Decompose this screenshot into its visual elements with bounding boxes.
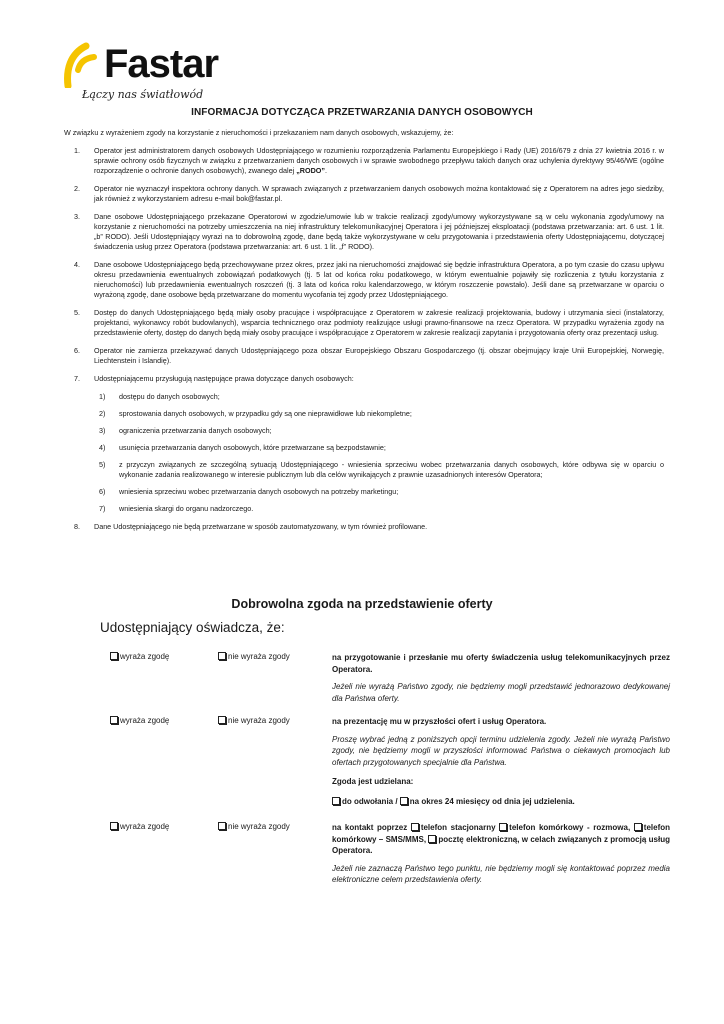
consent-text — [332, 822, 670, 886]
list-item — [64, 184, 664, 204]
checkbox-icon[interactable] — [411, 823, 419, 831]
channel-sms-mms[interactable]: telefon komórkowy – SMS/MMS, — [332, 823, 671, 844]
item-text: Dostęp do danych Udostępniającego będą miały osoby pracujące i współpracujące z Operatorem w zakresie realizacji projektowania, budowy i utrzymania sieci (instalatorzy, projektanci, wykonawcy robót budowlanych), wsparcia technicznego oraz podmioty realizujące usługi prawno-finansowe na rzecz Operatora. W przypadku wyrażenia zgody na przedstawienie oferty, dostęp do danych będą miały osoby pracujące i współpracujące z Operatorem w zakresie realizacji zapytania i przygotowania oferty oraz prezentacji usług. — [94, 308, 664, 337]
disagree-option[interactable] — [218, 652, 290, 661]
list-item — [64, 308, 664, 338]
rights-text: sprostowania danych osobowych, w przypadku gdy są one nieprawidłowe lub niekompletne; — [119, 409, 412, 418]
rights-number: 5) — [99, 460, 106, 469]
consent-bold-text: na prezentację mu w przyszłości ofert i usług Operatora. — [332, 717, 547, 726]
rights-number: 3) — [99, 426, 106, 435]
consent-text — [332, 652, 670, 704]
term-option-24-months[interactable]: na okres 24 miesięcy od dnia jej udzielenia. — [409, 796, 575, 806]
rights-item — [94, 443, 664, 453]
item-text: Dane osobowe Udostępniającego będą przechowywane przez okres, przez jaki na nieruchomości znajdować się będzie infrastruktura Operatora, a po tym czasie do czasu upływu okresu przedawnienia ewentualnych zobowiązań podatkowych (tj. 5 lat od końca roku podatkowego, w którym ewentualnie pojawiły się rozliczenia z tytułu korzystania z nieruchomości) lub przedawnienia ewentualnych roszczeń (tj. 3 lata od końca roku kalendarzowego, w którym roszczenie powstało). Jeśli dane są przetwarzane w oparciu o wyrażoną zgodę, dane osobowe będą przetwarzane do momentu wycofania tej zgody przez Udostępniającego. — [94, 260, 664, 299]
item-bold: „RODO” — [296, 166, 325, 175]
item-text: Dane osobowe Udostępniającego przekazane Operatorowi w zgodzie/umowie lub w trakcie realizacji zgody/umowy wykorzystywane są w celu wykonania zgody/umowy na korzystanie z nieruchomości na potrzeby umieszczenia na niej infrastruktury telekomunikacyjnej Operatora i jej późniejszej eksploatacji (podstawa przetwarzania: art. 6 ust. 1 lit. „b” RODO). Jeśli Udostępniający wyrazi na to dobrowolną zgodę, dane będą także wykorzystywane w celu przygotowania i przedstawienia oferty Udostępniającemu, dotyczącej świadczenia usług przez Operatora (podstawa przetwarzania: art. 6 ust. 1 lit. „f” RODO). — [94, 212, 664, 251]
agree-option[interactable] — [110, 822, 169, 831]
rights-item — [94, 409, 664, 419]
rights-item — [94, 460, 664, 480]
item-text: Operator jest administratorem danych osobowych Udostępniającego w rozumieniu rozporządzenia Parlamentu Europejskiego i Rady (UE) 2016/679 z dnia 27 kwietnia 2016 r. w sprawie ochrony osób fizycznych w związku z przetwarzaniem danych osobowych i w sprawie swobodnego przepływu takich danych oraz uchylenia dyrektywy 95/46/WE (ogólne rozporządzenie o ochronie danych osobowych), zwanego dalej — [94, 146, 664, 175]
checkbox-icon[interactable] — [218, 822, 226, 830]
disagree-label: nie wyraża zgody — [228, 716, 290, 725]
fastar-logo-mark-icon — [64, 40, 100, 88]
disagree-option[interactable] — [218, 716, 290, 725]
item-text-end: . — [324, 166, 327, 175]
channel-email[interactable]: pocztę elektroniczną, — [438, 834, 520, 844]
checkbox-icon[interactable] — [110, 822, 118, 830]
channels-suffix: w celach związanych z promocją usług Operatora. — [332, 834, 670, 855]
checkbox-icon[interactable] — [110, 716, 118, 724]
list-item — [64, 260, 664, 300]
item-number: 4. — [74, 260, 80, 269]
checkbox-icon[interactable] — [400, 797, 408, 805]
item-text: Dane Udostępniającego nie będą przetwarzane w sposób zautomatyzowany, w tym również profilowane. — [94, 522, 428, 531]
term-option-until-revoked[interactable]: do odwołania / — [342, 796, 398, 806]
disagree-label: nie wyraża zgody — [228, 822, 290, 831]
agree-label: wyraża zgodę — [120, 716, 170, 725]
fastar-logo — [64, 40, 264, 104]
consent-note: Jeżeli nie wyrażą Państwo zgody, nie będziemy mogli przedstawić jednorazowo dedykowanej dla Państwa oferty. — [332, 682, 670, 703]
list-item — [64, 212, 664, 252]
rights-item — [94, 504, 664, 514]
disagree-label: nie wyraża zgody — [228, 652, 290, 661]
item-number: 6. — [74, 346, 80, 355]
checkbox-icon[interactable] — [634, 823, 642, 831]
list-item — [64, 374, 664, 514]
rights-number: 1) — [99, 392, 106, 401]
rights-number: 7) — [99, 504, 106, 513]
agree-option[interactable] — [110, 716, 169, 725]
info-list — [64, 146, 664, 540]
rights-text: usunięcia przetwarzania danych osobowych, które przetwarzane są bezpodstawnie; — [119, 443, 386, 452]
channel-landline[interactable]: telefon stacjonarny — [420, 823, 496, 832]
rights-text: dostępu do danych osobowych; — [119, 392, 220, 401]
item-number: 1. — [74, 146, 80, 155]
term-options — [332, 796, 670, 808]
agree-label: wyraża zgodę — [120, 652, 170, 661]
channel-mobile-call[interactable]: telefon komórkowy - rozmowa, — [509, 823, 631, 832]
item-text: Operator nie wyznaczył inspektora ochrony danych. W sprawach związanych z przetwarzaniem danych osobowych można kontaktować się z Operatorem na adres jego siedziby, jak również z wykorzystaniem adresu e-mail bok@fastar.pl. — [94, 184, 664, 203]
item-number: 8. — [74, 522, 80, 531]
term-label: Zgoda jest udzielana: — [332, 777, 414, 786]
item-number: 2. — [74, 184, 80, 193]
rights-number: 4) — [99, 443, 106, 452]
checkbox-icon[interactable] — [332, 797, 340, 805]
item-number: 3. — [74, 212, 80, 221]
disagree-option[interactable] — [218, 822, 290, 831]
intro-text: W związku z wyrażeniem zgody na korzystanie z nieruchomości i przekazaniem nam danych osobowych, wskazujemy, że: — [64, 128, 454, 137]
consent-bold-text: na przygotowanie i przesłanie mu oferty świadczenia usług telekomunikacyjnych przez Operatora. — [332, 653, 670, 674]
document-title: INFORMACJA DOTYCZĄCA PRZETWARZANIA DANYCH OSOBOWYCH — [191, 107, 533, 118]
item-number: 5. — [74, 308, 80, 317]
list-item — [64, 146, 664, 176]
channels-prefix: na kontakt poprzez — [332, 823, 408, 832]
logo-tagline: Łączy nas światłowód — [82, 88, 204, 101]
rights-number: 6) — [99, 487, 106, 496]
rights-text: z przyczyn związanych ze szczególną sytuacją Udostępniającego - wniesienia sprzeciwu wobec przetwarzania danych osobowych, które odbywa się w oparciu o wykonanie zadania realizowanego w interesie publicznym lub dla celów wynikających z prawnie uzasadnionych interesów Operatora; — [119, 460, 664, 479]
consent-declaration: Udostępniający oświadcza, że: — [100, 620, 285, 635]
rights-text: wniesienia sprzeciwu wobec przetwarzania danych osobowych na potrzeby marketingu; — [119, 487, 399, 496]
agree-label: wyraża zgodę — [120, 822, 170, 831]
checkbox-icon[interactable] — [428, 835, 436, 843]
agree-option[interactable] — [110, 652, 169, 661]
list-item — [64, 346, 664, 366]
rights-item — [94, 426, 664, 436]
checkbox-icon[interactable] — [218, 716, 226, 724]
rights-item — [94, 487, 664, 497]
checkbox-icon[interactable] — [218, 652, 226, 660]
rights-text: wniesienia skargi do organu nadzorczego. — [119, 504, 254, 513]
rights-number: 2) — [99, 409, 106, 418]
item-number: 7. — [74, 374, 80, 383]
consent-channels — [332, 822, 670, 857]
consent-text — [332, 716, 670, 807]
checkbox-icon[interactable] — [110, 652, 118, 660]
rights-text: ograniczenia przetwarzania danych osobowych; — [119, 426, 272, 435]
consent-note: Proszę wybrać jedną z poniższych opcji terminu udzielenia zgody. Jeżeli nie wyrażą Państwo zgody, nie będziemy mogli w przyszłości informować Państwa o ciekawych promocjach lub ofertach przygotowanych specjalnie dla Państwa. — [332, 734, 670, 767]
item-text: Udostępniającemu przysługują następujące prawa dotyczące danych osobowych: — [94, 374, 354, 383]
rights-list — [94, 392, 664, 514]
logo-brand: Fastar — [104, 42, 219, 86]
list-item — [64, 522, 664, 532]
item-text: Operator nie zamierza przekazywać danych Udostępniającego poza obszar Europejskiego Obszaru Gospodarczego (tj. obszar obejmujący kraje Unii Europejskiej, Norwegię, Liechtenstein i Islandię). — [94, 346, 664, 365]
rights-item — [94, 392, 664, 402]
consent-title: Dobrowolna zgoda na przedstawienie oferty — [231, 597, 493, 611]
checkbox-icon[interactable] — [499, 823, 507, 831]
consent-note: Jeżeli nie zaznaczą Państwo tego punktu, nie będziemy mogli się kontaktować poprzez media elektroniczne celem przedstawienia oferty. — [332, 863, 670, 884]
